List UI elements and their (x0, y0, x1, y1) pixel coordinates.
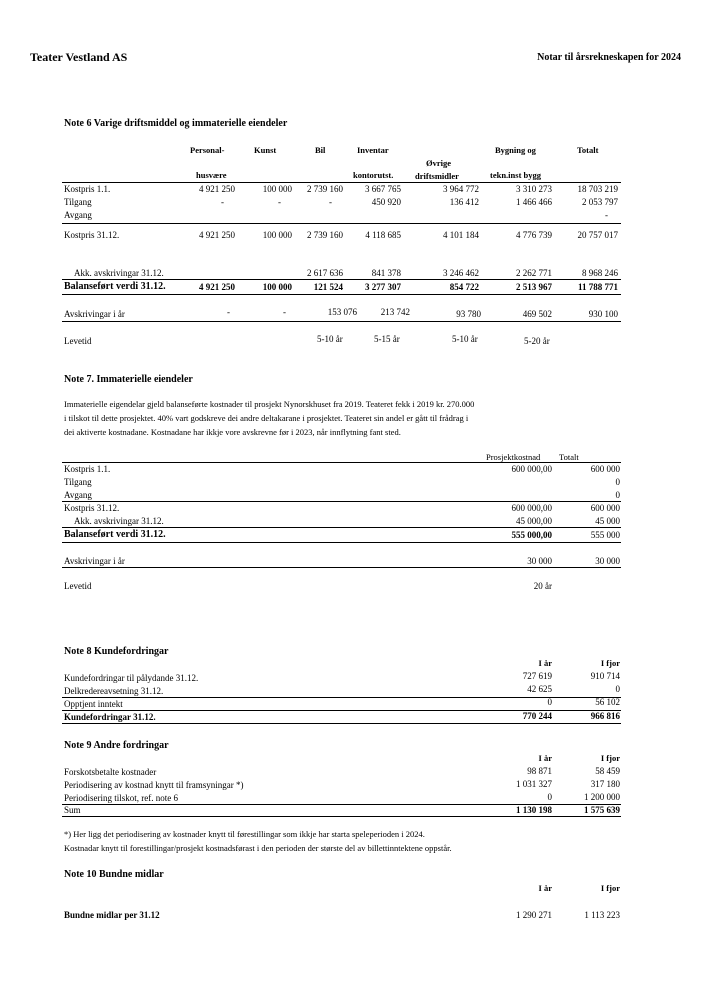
note7-text-line: i tilskot til dette prosjektet. 40% vart godskreve dei andre deltakarane i prosjektet. Teateret sin andel er gått til frådrag i (64, 413, 469, 423)
note9-title: Note 9 Andre fordringar (64, 740, 169, 751)
note6-col-bygning-top: Bygning og (495, 145, 536, 155)
note7-text-line: dei aktiverte kostnadane. Kostnadane har ikkje vore avskrevne før i 2023, når innflytning fant sted. (64, 427, 401, 437)
note10-title: Note 10 Bundne midlar (64, 869, 164, 880)
note6-title: Note 6 Varige driftsmiddel og immaterielle eiendeler (64, 118, 288, 129)
note7-text-line: Immaterielle eigendelar gjeld balanseførte kostnader til prosjekt Nynorskhuset fra 2019. Teateret fekk i 2019 kr. 270.000 (64, 399, 475, 409)
note10-col-i-ar: I år (538, 883, 552, 893)
note9-col-i-ar: I år (538, 753, 552, 763)
note6-col-personal-bot: husvære (196, 170, 227, 180)
note6-col-ovrige-top: Øvrige (426, 158, 452, 168)
note6-col-personal-top: Personal- (190, 145, 225, 155)
document-title: Notar til årsrekneskapen for 2024 (537, 52, 681, 63)
note6-col-bygning-bot: tekn.inst bygg (490, 170, 542, 180)
note8-title: Note 8 Kundefordringar (64, 646, 169, 657)
note9-footnote: *) Her ligg det periodisering av kostnader knytt til førestillingar som ikkje har starta speleperioden i 2024. (64, 829, 425, 839)
note7-col-totalt: Totalt (559, 452, 579, 462)
company-name: Teater Vestland AS (30, 50, 128, 64)
note10-col-i-fjor: I fjor (600, 883, 620, 893)
note6-col-inventar-bot: kontorutst. (353, 170, 394, 180)
note6-col-ovrige-bot: driftsmidler (415, 171, 459, 181)
note6-col-kunst: Kunst (254, 145, 277, 155)
note6-col-totalt: Totalt (577, 145, 599, 155)
note6-col-bil: Bil (315, 145, 326, 155)
note7-col-prosjektkostnad: Prosjektkostnad (486, 452, 541, 462)
note8-col-i-ar: I år (538, 658, 552, 668)
note9-col-i-fjor: I fjor (600, 753, 620, 763)
note9-footnote: Kostnadar knytt til forestillingar/prosjekt kostnadsførast i den perioden der største del av billettinntektene oppstår. (64, 843, 452, 853)
note6-col-inventar-top: Inventar (357, 145, 389, 155)
note8-col-i-fjor: I fjor (600, 658, 620, 668)
note7-title: Note 7. Immaterielle eiendeler (64, 374, 193, 385)
